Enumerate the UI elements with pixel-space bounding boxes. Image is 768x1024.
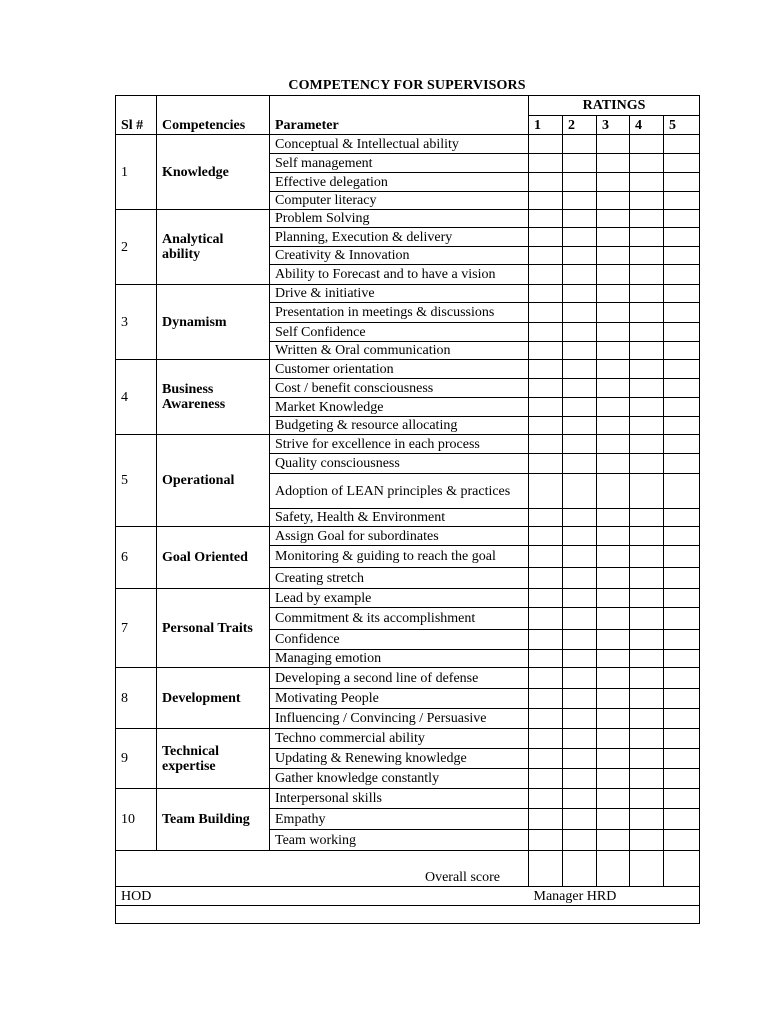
rating-cell-3[interactable]: [597, 379, 630, 398]
rating-cell-5[interactable]: [664, 285, 700, 303]
rating-cell-4[interactable]: [630, 527, 664, 546]
manager-hrd-label: Manager HRD: [529, 887, 700, 906]
rating-cell-5[interactable]: [664, 360, 700, 379]
rating-cell-2[interactable]: [563, 527, 597, 546]
competency-sl-number: 10: [116, 789, 157, 851]
rating-cell-4[interactable]: [630, 474, 664, 509]
table-row: [116, 210, 700, 228]
parameter-cell: Problem Solving: [270, 210, 529, 228]
overall-score-label: Overall score: [116, 851, 529, 887]
rating-cell-1[interactable]: [529, 668, 563, 689]
competency-name: Business Awareness: [157, 360, 270, 435]
parameter-cell: Planning, Execution & delivery: [270, 228, 529, 247]
parameter-cell: Lead by example: [270, 589, 529, 608]
rating-cell-1[interactable]: [529, 303, 563, 323]
rating-cell-5[interactable]: [664, 668, 700, 689]
rating-cell-5[interactable]: [664, 709, 700, 729]
rating-cell-4[interactable]: [630, 668, 664, 689]
rating-cell-1[interactable]: [529, 789, 563, 809]
rating-cell-1[interactable]: [529, 527, 563, 546]
rating-cell-5[interactable]: [664, 135, 700, 154]
rating-cell-5[interactable]: [664, 323, 700, 342]
rating-cell-3[interactable]: [597, 247, 630, 265]
parameter-cell: Ability to Forecast and to have a vision: [270, 265, 529, 285]
rating-cell-3[interactable]: [597, 809, 630, 830]
rating-level-2: 2: [563, 116, 597, 135]
rating-cell-2[interactable]: [563, 729, 597, 749]
rating-cell-5[interactable]: [664, 729, 700, 749]
competency-name: Analytical ability: [157, 210, 270, 285]
rating-cell-4[interactable]: [630, 509, 664, 527]
parameter-cell: Empathy: [270, 809, 529, 830]
competency-sl-number: 2: [116, 210, 157, 285]
page-title: COMPETENCY FOR SUPERVISORS: [288, 78, 526, 93]
rating-cell-2[interactable]: [563, 454, 597, 474]
parameter-cell: Conceptual & Intellectual ability: [270, 135, 529, 154]
competency-name: Dynamism: [157, 285, 270, 360]
rating-cell-1[interactable]: [529, 173, 563, 192]
table-row: [116, 285, 700, 303]
rating-cell-4[interactable]: [630, 173, 664, 192]
rating-cell-3[interactable]: [597, 173, 630, 192]
rating-cell-1[interactable]: [529, 360, 563, 379]
rating-cell-5[interactable]: [664, 210, 700, 228]
rating-cell-4[interactable]: [630, 285, 664, 303]
parameter-cell: Monitoring & guiding to reach the goal: [270, 546, 529, 568]
parameter-cell: Written & Oral communication: [270, 342, 529, 360]
rating-cell-4[interactable]: [630, 192, 664, 210]
parameter-cell: Budgeting & resource allocating: [270, 417, 529, 435]
parameter-cell: Assign Goal for subordinates: [270, 527, 529, 546]
rating-cell-1[interactable]: [529, 417, 563, 435]
rating-cell-1[interactable]: [529, 192, 563, 210]
rating-cell-1[interactable]: [529, 454, 563, 474]
rating-cell-3[interactable]: [597, 342, 630, 360]
rating-cell-5[interactable]: [664, 608, 700, 630]
rating-cell-4[interactable]: [630, 789, 664, 809]
rating-cell-2[interactable]: [563, 360, 597, 379]
rating-cell-3[interactable]: [597, 546, 630, 568]
rating-cell-1[interactable]: [529, 709, 563, 729]
rating-cell-3[interactable]: [597, 668, 630, 689]
rating-cell-4[interactable]: [630, 228, 664, 247]
overall-score-cell-1[interactable]: [529, 851, 563, 887]
rating-cell-2[interactable]: [563, 546, 597, 568]
table-row: [116, 668, 700, 689]
competency-sl-number: 1: [116, 135, 157, 210]
rating-cell-4[interactable]: [630, 769, 664, 789]
competency-sl-number: 7: [116, 589, 157, 668]
rating-cell-1[interactable]: [529, 729, 563, 749]
rating-level-1: 1: [529, 116, 563, 135]
parameter-cell: Effective delegation: [270, 173, 529, 192]
parameter-cell: Customer orientation: [270, 360, 529, 379]
rating-cell-1[interactable]: [529, 589, 563, 608]
rating-cell-4[interactable]: [630, 454, 664, 474]
rating-cell-4[interactable]: [630, 630, 664, 650]
rating-cell-2[interactable]: [563, 154, 597, 173]
rating-cell-5[interactable]: [664, 527, 700, 546]
rating-cell-4[interactable]: [630, 379, 664, 398]
rating-cell-1[interactable]: [529, 228, 563, 247]
rating-cell-4[interactable]: [630, 568, 664, 589]
parameter-cell: Computer literacy: [270, 192, 529, 210]
rating-cell-4[interactable]: [630, 265, 664, 285]
blank-cell[interactable]: [116, 906, 700, 924]
rating-cell-2[interactable]: [563, 630, 597, 650]
rating-cell-2[interactable]: [563, 192, 597, 210]
rating-cell-1[interactable]: [529, 435, 563, 454]
parameter-cell: Presentation in meetings & discussions: [270, 303, 529, 323]
rating-cell-5[interactable]: [664, 809, 700, 830]
parameter-cell: Quality consciousness: [270, 454, 529, 474]
competency-name: Personal Traits: [157, 589, 270, 668]
competency-name: Team Building: [157, 789, 270, 851]
rating-cell-4[interactable]: [630, 809, 664, 830]
rating-cell-5[interactable]: [664, 568, 700, 589]
rating-cell-2[interactable]: [563, 589, 597, 608]
overall-score-cell-5[interactable]: [664, 851, 700, 887]
rating-cell-2[interactable]: [563, 668, 597, 689]
rating-cell-3[interactable]: [597, 789, 630, 809]
rating-cell-1[interactable]: [529, 830, 563, 851]
rating-cell-5[interactable]: [664, 398, 700, 417]
overall-score-cell-2[interactable]: [563, 851, 597, 887]
parameter-cell: Adoption of LEAN principles & practices: [270, 474, 529, 509]
rating-cell-3[interactable]: [597, 630, 630, 650]
parameter-cell: Developing a second line of defense: [270, 668, 529, 689]
rating-cell-2[interactable]: [563, 749, 597, 769]
competency-name: Development: [157, 668, 270, 729]
rating-cell-2[interactable]: [563, 474, 597, 509]
overall-score-cell-3[interactable]: [597, 851, 630, 887]
rating-level-5: 5: [664, 116, 700, 135]
rating-cell-3[interactable]: [597, 709, 630, 729]
parameter-cell: Confidence: [270, 630, 529, 650]
rating-cell-2[interactable]: [563, 342, 597, 360]
rating-cell-2[interactable]: [563, 323, 597, 342]
rating-cell-2[interactable]: [563, 417, 597, 435]
rating-cell-1[interactable]: [529, 135, 563, 154]
rating-cell-3[interactable]: [597, 454, 630, 474]
rating-cell-4[interactable]: [630, 435, 664, 454]
parameter-cell: Drive & initiative: [270, 285, 529, 303]
rating-cell-2[interactable]: [563, 265, 597, 285]
rating-cell-2[interactable]: [563, 379, 597, 398]
rating-cell-3[interactable]: [597, 417, 630, 435]
header-sl: Sl #: [116, 96, 157, 135]
parameter-cell: Creativity & Innovation: [270, 247, 529, 265]
signature-row: [116, 887, 700, 906]
rating-cell-3[interactable]: [597, 303, 630, 323]
rating-cell-5[interactable]: [664, 589, 700, 608]
rating-cell-5[interactable]: [664, 265, 700, 285]
rating-cell-5[interactable]: [664, 789, 700, 809]
blank-row: [116, 906, 700, 924]
rating-cell-3[interactable]: [597, 435, 630, 454]
rating-cell-1[interactable]: [529, 323, 563, 342]
rating-cell-3[interactable]: [597, 749, 630, 769]
rating-cell-5[interactable]: [664, 474, 700, 509]
table-row: [116, 729, 700, 749]
rating-cell-2[interactable]: [563, 247, 597, 265]
rating-cell-5[interactable]: [664, 417, 700, 435]
rating-cell-4[interactable]: [630, 323, 664, 342]
rating-cell-4[interactable]: [630, 398, 664, 417]
rating-cell-1[interactable]: [529, 210, 563, 228]
rating-cell-1[interactable]: [529, 474, 563, 509]
rating-cell-2[interactable]: [563, 285, 597, 303]
rating-cell-3[interactable]: [597, 568, 630, 589]
rating-cell-3[interactable]: [597, 285, 630, 303]
table-row: [116, 135, 700, 154]
table-row: [116, 527, 700, 546]
rating-cell-2[interactable]: [563, 228, 597, 247]
rating-cell-2[interactable]: [563, 789, 597, 809]
rating-cell-1[interactable]: [529, 247, 563, 265]
rating-cell-4[interactable]: [630, 360, 664, 379]
rating-cell-5[interactable]: [664, 830, 700, 851]
rating-cell-5[interactable]: [664, 173, 700, 192]
rating-cell-5[interactable]: [664, 749, 700, 769]
rating-cell-4[interactable]: [630, 546, 664, 568]
rating-cell-5[interactable]: [664, 546, 700, 568]
competency-sl-number: 6: [116, 527, 157, 589]
rating-cell-1[interactable]: [529, 809, 563, 830]
rating-cell-4[interactable]: [630, 650, 664, 668]
rating-cell-3[interactable]: [597, 474, 630, 509]
rating-cell-2[interactable]: [563, 135, 597, 154]
competency-sl-number: 3: [116, 285, 157, 360]
competency-sl-number: 9: [116, 729, 157, 789]
rating-cell-4[interactable]: [630, 154, 664, 173]
rating-cell-2[interactable]: [563, 303, 597, 323]
rating-cell-2[interactable]: [563, 173, 597, 192]
rating-cell-1[interactable]: [529, 650, 563, 668]
competency-sl-number: 5: [116, 435, 157, 527]
competency-sl-number: 8: [116, 668, 157, 729]
rating-cell-5[interactable]: [664, 379, 700, 398]
rating-cell-2[interactable]: [563, 650, 597, 668]
rating-cell-5[interactable]: [664, 247, 700, 265]
competency-name: Goal Oriented: [157, 527, 270, 589]
rating-cell-5[interactable]: [664, 650, 700, 668]
rating-cell-4[interactable]: [630, 830, 664, 851]
rating-cell-2[interactable]: [563, 689, 597, 709]
rating-cell-1[interactable]: [529, 546, 563, 568]
parameter-cell: Team working: [270, 830, 529, 851]
hod-label: HOD: [116, 887, 529, 906]
rating-cell-4[interactable]: [630, 303, 664, 323]
rating-cell-3[interactable]: [597, 228, 630, 247]
rating-cell-1[interactable]: [529, 342, 563, 360]
parameter-cell: Techno commercial ability: [270, 729, 529, 749]
parameter-cell: Creating stretch: [270, 568, 529, 589]
rating-cell-3[interactable]: [597, 608, 630, 630]
rating-cell-1[interactable]: [529, 769, 563, 789]
rating-cell-4[interactable]: [630, 689, 664, 709]
rating-cell-4[interactable]: [630, 210, 664, 228]
rating-cell-5[interactable]: [664, 689, 700, 709]
rating-level-3: 3: [597, 116, 630, 135]
parameter-cell: Cost / benefit consciousness: [270, 379, 529, 398]
rating-cell-2[interactable]: [563, 608, 597, 630]
parameter-cell: Managing emotion: [270, 650, 529, 668]
rating-cell-3[interactable]: [597, 135, 630, 154]
rating-cell-4[interactable]: [630, 135, 664, 154]
header-competencies: Competencies: [157, 96, 270, 135]
header-parameter: Parameter: [270, 96, 529, 135]
rating-cell-1[interactable]: [529, 689, 563, 709]
rating-cell-2[interactable]: [563, 809, 597, 830]
competency-name: Knowledge: [157, 135, 270, 210]
rating-cell-3[interactable]: [597, 398, 630, 417]
rating-cell-4[interactable]: [630, 417, 664, 435]
rating-cell-1[interactable]: [529, 509, 563, 527]
table-row: [116, 360, 700, 379]
rating-cell-1[interactable]: [529, 630, 563, 650]
parameter-cell: Gather knowledge constantly: [270, 769, 529, 789]
rating-cell-4[interactable]: [630, 247, 664, 265]
rating-cell-3[interactable]: [597, 589, 630, 608]
rating-cell-1[interactable]: [529, 154, 563, 173]
parameter-cell: Commitment & its accomplishment: [270, 608, 529, 630]
rating-cell-1[interactable]: [529, 379, 563, 398]
rating-cell-1[interactable]: [529, 285, 563, 303]
table-row: [116, 789, 700, 809]
competency-table: [115, 95, 700, 924]
rating-cell-1[interactable]: [529, 608, 563, 630]
rating-cell-3[interactable]: [597, 509, 630, 527]
rating-cell-1[interactable]: [529, 749, 563, 769]
rating-cell-5[interactable]: [664, 435, 700, 454]
rating-cell-3[interactable]: [597, 527, 630, 546]
parameter-cell: Self Confidence: [270, 323, 529, 342]
rating-cell-4[interactable]: [630, 608, 664, 630]
rating-cell-3[interactable]: [597, 769, 630, 789]
rating-cell-3[interactable]: [597, 360, 630, 379]
parameter-cell: Safety, Health & Environment: [270, 509, 529, 527]
competency-sl-number: 4: [116, 360, 157, 435]
parameter-cell: Market Knowledge: [270, 398, 529, 417]
rating-cell-5[interactable]: [664, 630, 700, 650]
rating-cell-1[interactable]: [529, 398, 563, 417]
rating-cell-3[interactable]: [597, 323, 630, 342]
parameter-cell: Influencing / Convincing / Persuasive: [270, 709, 529, 729]
overall-score-row: [116, 851, 700, 887]
rating-cell-5[interactable]: [664, 342, 700, 360]
rating-cell-5[interactable]: [664, 154, 700, 173]
rating-cell-4[interactable]: [630, 342, 664, 360]
rating-cell-4[interactable]: [630, 589, 664, 608]
rating-cell-2[interactable]: [563, 435, 597, 454]
rating-cell-5[interactable]: [664, 192, 700, 210]
rating-cell-4[interactable]: [630, 729, 664, 749]
rating-cell-5[interactable]: [664, 303, 700, 323]
parameter-cell: Motivating People: [270, 689, 529, 709]
rating-cell-5[interactable]: [664, 509, 700, 527]
rating-cell-2[interactable]: [563, 568, 597, 589]
parameter-cell: Self management: [270, 154, 529, 173]
rating-cell-3[interactable]: [597, 689, 630, 709]
rating-cell-3[interactable]: [597, 650, 630, 668]
rating-cell-1[interactable]: [529, 568, 563, 589]
rating-cell-3[interactable]: [597, 265, 630, 285]
rating-cell-5[interactable]: [664, 454, 700, 474]
rating-cell-2[interactable]: [563, 509, 597, 527]
rating-cell-2[interactable]: [563, 709, 597, 729]
table-row: [116, 435, 700, 454]
rating-cell-4[interactable]: [630, 749, 664, 769]
rating-cell-2[interactable]: [563, 830, 597, 851]
rating-cell-3[interactable]: [597, 729, 630, 749]
table-row: [116, 589, 700, 608]
rating-cell-2[interactable]: [563, 210, 597, 228]
competency-name: Technical expertise: [157, 729, 270, 789]
rating-cell-5[interactable]: [664, 228, 700, 247]
rating-cell-3[interactable]: [597, 210, 630, 228]
rating-cell-4[interactable]: [630, 709, 664, 729]
parameter-cell: Interpersonal skills: [270, 789, 529, 809]
overall-score-cell-4[interactable]: [630, 851, 664, 887]
rating-cell-2[interactable]: [563, 398, 597, 417]
rating-level-4: 4: [630, 116, 664, 135]
rating-cell-2[interactable]: [563, 769, 597, 789]
competency-name: Operational: [157, 435, 270, 527]
header-ratings: RATINGS: [529, 96, 700, 116]
rating-cell-5[interactable]: [664, 769, 700, 789]
parameter-cell: Updating & Renewing knowledge: [270, 749, 529, 769]
rating-cell-3[interactable]: [597, 154, 630, 173]
parameter-cell: Strive for excellence in each process: [270, 435, 529, 454]
rating-cell-3[interactable]: [597, 192, 630, 210]
rating-cell-1[interactable]: [529, 265, 563, 285]
rating-cell-3[interactable]: [597, 830, 630, 851]
